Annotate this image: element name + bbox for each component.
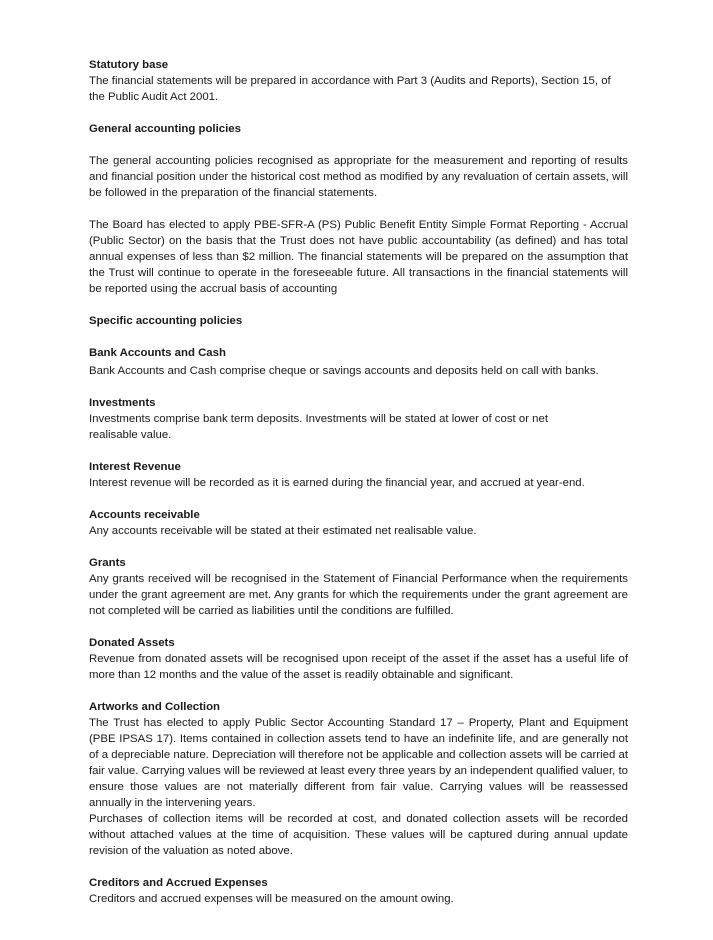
- bank-accounts-text: Bank Accounts and Cash comprise cheque or savings accounts and deposits held on call with banks.: [89, 365, 599, 377]
- general-policies-para-2: The Board has elected to apply PBE-SFR-A (PS) Public Benefit Entity Simple Format Reporting - Accrual (Public Sector) on the basis that the Trust does not have public accountability (as defined) and has total annual expenses of less than $2 million. The financial statements will be prepared on the assumption that the Trust will continue to operate in the foreseeable future. All transactions in the financial statements will be reported using the accrual basis of accounting: [89, 219, 628, 295]
- artworks-para-1: The Trust has elected to apply Public Sector Accounting Standard 17 – Property, Plant and Equipment (PBE IPSAS 17). Items contained in collection assets tend to have an indefinite life, and are generally not of a depreciable nature. Depreciation will therefore not be applicable and collection assets will be carried at fair value. Carrying values will be reviewed at least every three years by an independent qualified valuer, to ensure those values are not materially different from fair value. Carrying values will be reassessed annually in the intervening years.: [89, 717, 628, 809]
- artworks-para-2: Purchases of collection items will be recorded at cost, and donated collection assets will be recorded without attached values at the time of acquisition. These values will be captured during annual update revision of the valuation as noted above.: [89, 813, 628, 857]
- accounts-receivable-heading: Accounts receivable: [89, 509, 200, 521]
- general-policies-heading: General accounting policies: [89, 123, 241, 135]
- grants-text: Any grants received will be recognised in the Statement of Financial Performance when the requirements under the grant agreement are met. Any grants for which the requirements under the grant agreement are not completed will be carried as liabilities until the conditions are fulfilled.: [89, 573, 628, 617]
- artworks-heading: Artworks and Collection: [89, 701, 221, 713]
- general-policies-para-1: The general accounting policies recognised as appropriate for the measurement and reporting of results and financial position under the historical cost method as modified by any revaluation of certain assets, will be followed in the preparation of the financial statements.: [89, 155, 628, 199]
- bank-accounts-heading: Bank Accounts and Cash: [89, 347, 226, 359]
- accounts-receivable-text: Any accounts receivable will be stated at their estimated net realisable value.: [89, 525, 477, 537]
- donated-assets-text: Revenue from donated assets will be recognised upon receipt of the asset if the asset has a useful life of more than 12 months and the value of the asset is readily obtainable and significant.: [89, 653, 628, 681]
- investments-text: Investments comprise bank term deposits. Investments will be stated at lower of cost or net realisable value.: [89, 413, 548, 441]
- investments-heading: Investments: [89, 397, 156, 409]
- creditors-heading: Creditors and Accrued Expenses: [89, 877, 268, 889]
- statutory-base-heading: Statutory base: [89, 59, 169, 71]
- statutory-base-text: The financial statements will be prepared in accordance with Part 3 (Audits and Reports), Section 15, of the Public Audit Act 2001.: [89, 75, 611, 103]
- grants-heading: Grants: [89, 557, 126, 569]
- creditors-text: Creditors and accrued expenses will be measured on the amount owing.: [89, 893, 454, 905]
- donated-assets-heading: Donated Assets: [89, 637, 175, 649]
- specific-policies-heading: Specific accounting policies: [89, 315, 243, 327]
- document-page: [89, 57, 628, 907]
- interest-revenue-heading: Interest Revenue: [89, 461, 181, 473]
- interest-revenue-text: Interest revenue will be recorded as it is earned during the financial year, and accrued at year-end.: [89, 477, 585, 489]
